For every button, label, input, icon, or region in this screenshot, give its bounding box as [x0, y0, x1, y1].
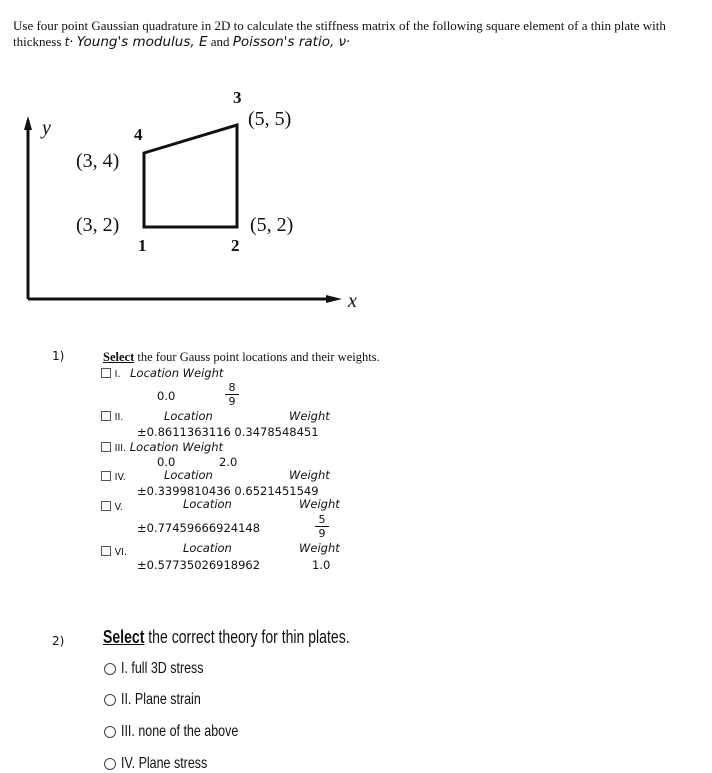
q2-option-3-label: III. none of the above — [121, 723, 239, 740]
node-3-coordinate: (5, 5) — [248, 108, 292, 130]
option-iii-checkbox[interactable] — [101, 442, 111, 452]
option-i-checkbox[interactable] — [101, 368, 111, 378]
node-4-coordinate: (3, 4) — [76, 150, 120, 172]
option-iii-label: III. — [114, 443, 127, 454]
x-axis-arrowhead — [326, 295, 342, 303]
option-iv-checkbox[interactable] — [101, 471, 111, 481]
option-i-weight-fraction — [225, 382, 239, 407]
option-iv[interactable] — [101, 469, 126, 483]
option-i[interactable] — [101, 366, 223, 380]
option-v-label: V. — [114, 502, 123, 513]
select-word: Select — [103, 350, 135, 364]
x-axis-label: x — [348, 290, 357, 312]
question-2-prompt-rest: the correct theory for thin plates. — [144, 627, 350, 647]
y-axis-label: y — [42, 117, 51, 139]
youngs-modulus-text: Young's modulus, E — [76, 34, 208, 50]
option-i-location: 0.0 — [157, 389, 176, 403]
option-i-header: Location Weight — [130, 366, 224, 380]
option-iii-weight: 2.0 — [219, 455, 238, 469]
quadrilateral-element — [144, 125, 237, 227]
q2-option-3-radio[interactable] — [104, 726, 116, 738]
q2-option-2-label: II. Plane strain — [121, 691, 201, 708]
option-v-checkbox[interactable] — [101, 501, 111, 511]
option-ii-values: ±0.8611363116 0.3478548451 — [137, 425, 319, 439]
option-v-location: ±0.77459666924148 — [137, 521, 261, 535]
question-1-number: 1) — [52, 349, 65, 363]
option-iii-header: Location Weight — [129, 440, 223, 454]
option-ii-label: II. — [114, 412, 124, 423]
option-ii-location-header: Location — [164, 409, 213, 423]
q2-option-1-label: I. full 3D stress — [121, 660, 204, 677]
option-ii[interactable] — [101, 409, 123, 423]
option-v-location-header: Location — [183, 497, 232, 511]
q2-option-4-radio[interactable] — [104, 758, 116, 770]
node-3-number: 3 — [233, 88, 242, 107]
option-v-weight-header: Weight — [299, 497, 340, 511]
node-2-number: 2 — [231, 236, 240, 255]
option-ii-weight-header: Weight — [289, 409, 330, 423]
thickness-symbol: t — [64, 35, 70, 49]
q2-option-1-radio[interactable] — [104, 663, 116, 675]
option-i-weight-numerator: 8 — [228, 381, 236, 394]
thickness-label: thickness — [13, 34, 62, 49]
option-iv-label: IV. — [114, 472, 126, 483]
option-iv-weight-header: Weight — [289, 468, 330, 482]
separator-dot-2: · — [346, 35, 351, 50]
option-iv-values: ±0.3399810436 0.6521451549 — [137, 484, 319, 498]
option-vi-location: ±0.57735026918962 — [137, 558, 261, 572]
and-word: and — [210, 34, 230, 49]
q2-option-4-label: IV. Plane stress — [121, 755, 208, 772]
option-v-weight-numerator: 5 — [318, 513, 326, 526]
option-iv-location-header: Location — [164, 468, 213, 482]
question-2-prompt — [103, 627, 350, 648]
option-iii-location: 0.0 — [157, 455, 176, 469]
option-v[interactable] — [101, 499, 123, 513]
question-2-select-word: Select — [103, 627, 145, 647]
problem-line-1: Use four point Gaussian quadrature in 2D to calculate the stiffness matrix of the following square element of a thin plate with — [13, 18, 666, 33]
question-1-prompt — [103, 350, 380, 365]
y-axis-arrowhead — [24, 116, 32, 130]
node-1-coordinate: (3, 2) — [76, 214, 120, 236]
option-i-weight-denominator: 9 — [228, 395, 236, 408]
option-ii-checkbox[interactable] — [101, 411, 111, 421]
separator-dot-1: · — [69, 35, 74, 50]
option-vi-checkbox[interactable] — [101, 546, 111, 556]
q2-option-2-radio[interactable] — [104, 694, 116, 706]
node-1-number: 1 — [138, 236, 147, 255]
node-4-number: 4 — [134, 125, 143, 144]
question-1-prompt-rest: the four Gauss point locations and their weights. — [134, 350, 380, 364]
poissons-ratio-text: Poisson's ratio, ν — [232, 34, 347, 50]
option-vi-label: VI. — [114, 547, 127, 558]
option-vi[interactable] — [101, 544, 127, 558]
option-vi-location-header: Location — [183, 541, 232, 555]
option-v-weight-denominator: 9 — [318, 527, 326, 540]
option-v-weight-fraction — [315, 514, 329, 539]
option-vi-weight: 1.0 — [312, 558, 331, 572]
question-2-number: 2) — [52, 634, 65, 648]
option-vi-weight-header: Weight — [299, 541, 340, 555]
option-iii[interactable] — [101, 440, 223, 454]
option-i-label: I. — [114, 369, 121, 380]
node-2-coordinate: (5, 2) — [250, 214, 294, 236]
